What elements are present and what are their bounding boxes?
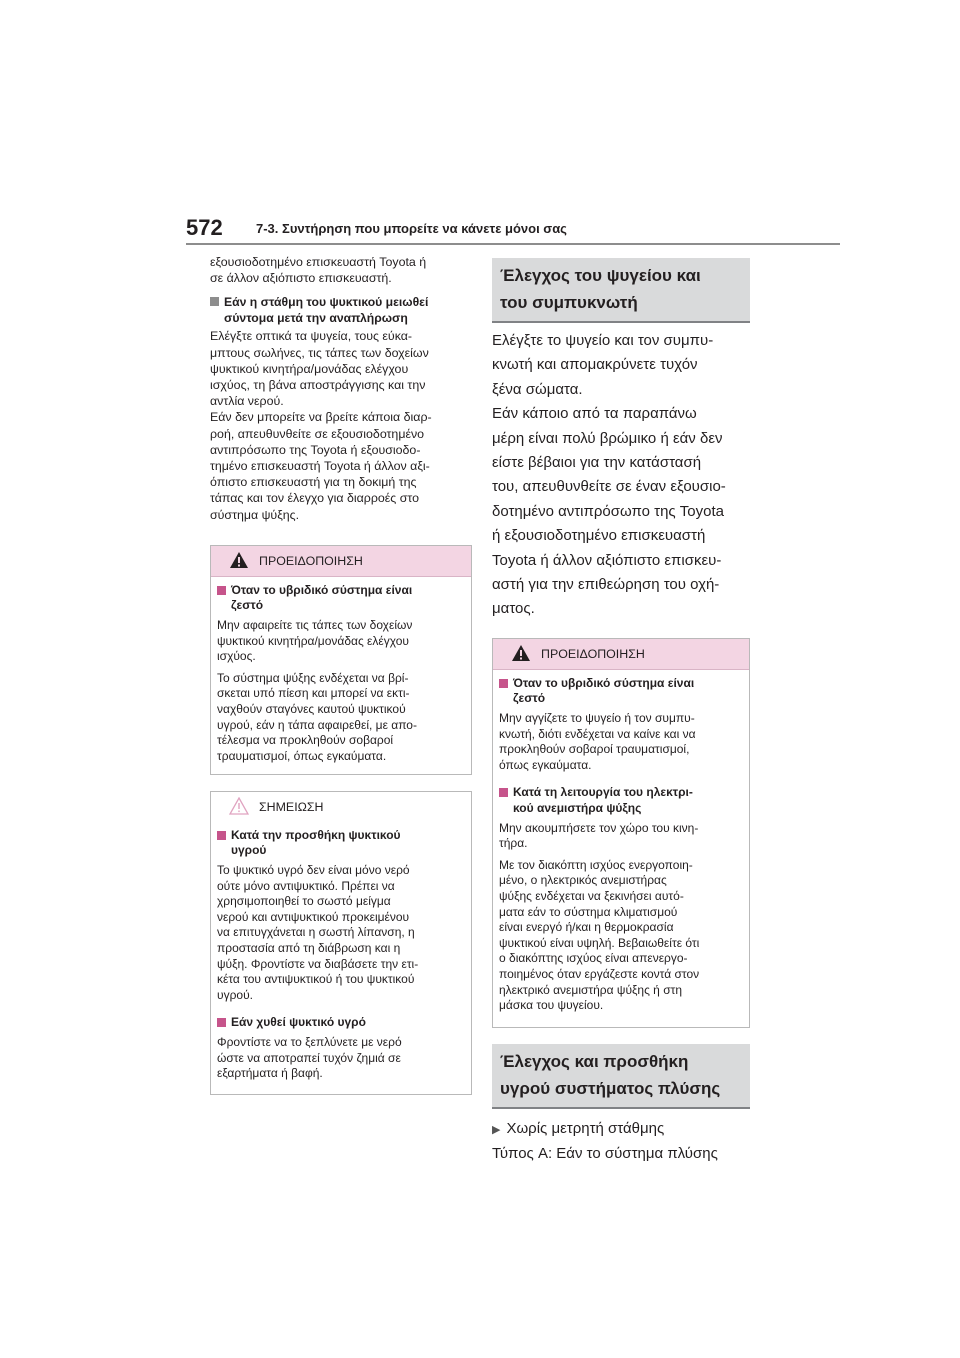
square-bullet-icon	[217, 831, 226, 840]
right-column	[492, 258, 750, 1167]
caution-triangle-icon	[229, 797, 249, 815]
warning-triangle-icon	[229, 551, 249, 569]
warning-heading-fan: Κατά τη λειτουργία του ηλεκτρι- κού ανεμιστήρα ψύξης	[499, 785, 743, 816]
note-para-spill: Φροντίστε να το ξεπλύνετε με νερό ώστε να αποτραπεί τυχόν ζημιά σε εξαρτήματα ή βαφή.	[217, 1034, 402, 1081]
square-bullet-icon	[210, 297, 219, 306]
triangle-bullet-icon: ▶	[492, 1123, 501, 1136]
chapter-title: 7-3. Συντήρηση που μπορείτε να κάνετε μόνοι σας	[256, 221, 567, 236]
warning-title: ΠΡΟΕΙΔΟΠΟΙΗΣΗ	[541, 646, 645, 661]
warning-box-hot-system	[210, 545, 472, 775]
section-heading-washer: Έλεγχος και προσθήκη υγρού συστήματος πλύσης	[492, 1044, 750, 1109]
warning-title: ΠΡΟΕΙΔΟΠΟΙΗΣΗ	[259, 553, 363, 568]
warning-para-touch: Μην αγγίζετε το ψυγείο ή τον συμπυ- κνωτή, διότι ενδέχεται να καίνε και να προκληθούν σοβαροί τραυματισμοί, όπως εγκαύματα.	[499, 711, 696, 772]
header-divider	[186, 243, 840, 245]
warning-heading-hot: Όταν το υβριδικό σύστημα είναι ζεστό	[499, 676, 743, 707]
coolant-drop-heading: Εάν η στάθμη του ψυκτικού μειωθεί σύντομα μετά την αναπλήρωση	[210, 294, 472, 326]
warning-para-engine: Μην ακουμπήσετε τον χώρο του κινη- τήρα.	[499, 820, 699, 851]
radiator-text: Ελέγξτε το ψυγείο και τον συμπυ- κνωτή και απομακρύνετε τυχόν ξένα σώματα. Εάν κάποιο από τα παραπάνω μέρη είναι πολύ βρώμικο ή εάν δεν είστε βέβαιοι για την κατάστασή του, απευθυνθείτε σε έναν εξουσιο- δοτημένο αντιπρόσωπο της Toyota ή εξουσιοδοτημένο επισκευαστή Toyota ή άλλον αξιόπιστο επισκευ- αστή για την επιθεώρηση του οχή- ματος.	[492, 332, 726, 618]
washer-text: ▶ Χωρίς μετρητή στάθμης Τύπος A: Εάν το σύστημα πλύσης	[492, 1117, 750, 1167]
intro-text: εξουσιοδοτημένο επισκευαστή Toyota ή σε άλλον αξιόπιστο επισκευαστή.	[210, 255, 427, 286]
section-heading-radiator: Έλεγχος του ψυγείου και του συμπυκνωτή	[492, 258, 750, 323]
page-number: 572	[186, 215, 223, 240]
warning-para-pressure: Το σύστημα ψύξης ενδέχεται να βρί- σκεται υπό πίεση και μπορεί να εκτι- ναχθούν σταγόνες καυτού ψυκτικού υγρού, εάν η τάπα αφαιρεθεί, με απο- τέλεσμα να προκληθούν σοβαροί τραυματισμοί, όπως εγκαύματα.	[217, 670, 417, 763]
note-heading-spill: Εάν χυθεί ψυκτικό υγρό	[217, 1015, 465, 1031]
warning-para-caps: Μην αφαιρείτε τις τάπες των δοχείων ψυκτικού κινητήρα/μονάδας ελέγχου ισχύος.	[217, 618, 413, 664]
note-para-mixture: Το ψυκτικό υγρό δεν είναι μόνο νερό ούτε μόνο αντιψυκτικό. Πρέπει να χρησιμοποιηθεί το σωστό μείγμα νερού και αντιψυκτικού προκειμένου να επιτυγχάνεται η σωστή λίπανση, η προστασία από τη διάβρωση και η ψύξη. Φροντίστε να διαβάσετε την ετι- κέτα του αντιψυκτικού ή του ψυκτικού υγρού.	[217, 863, 419, 1002]
warning-box-radiator	[492, 638, 750, 1028]
note-heading-adding: Κατά την προσθήκη ψυκτικού υγρού	[217, 828, 465, 859]
square-bullet-icon	[499, 679, 508, 688]
square-bullet-icon	[499, 788, 508, 797]
warning-triangle-icon	[511, 644, 531, 662]
note-box-coolant	[210, 791, 472, 1095]
square-bullet-icon	[217, 1018, 226, 1027]
coolant-drop-subsection	[210, 294, 472, 522]
square-bullet-icon	[217, 586, 226, 595]
warning-para-fan: Με τον διακόπτη ισχύος ενεργοποιη- μένο, ο ηλεκτρικός ανεμιστήρας ψύξης ενδέχεται να ξεκινήσει αυτό- ματα εάν το σύστημα κλιματισμού είναι ενεργό ή/και η θερμοκρασία ψυκτικού είναι υψηλή. Βεβαιωθείτε ότι ο διακόπτης ισχύος είναι απενεργο- ποιημένος όταν εργάζεστε κοντά στον ηλεκτρικό ανεμιστήρα ψύξης ή στη μάσκα του ψυγείου.	[499, 857, 700, 1013]
coolant-drop-text: Ελέγξτε οπτικά τα ψυγεία, τους εύκα- μπτους σωλήνες, τις τάπες των δοχείων ψυκτικού κινητήρα/μονάδας ελέγχου ισχύος, τη βάνα αποστράγγισης και την αντλία νερού. Εάν δεν μπορείτε να βρείτε κάποια διαρ- ροή, απευθυνθείτε σε εξουσιοδοτημένο αντιπρόσωπο της Toyota ή εξουσιοδο- τημένο επισκευαστή Toyota ή άλλον αξι- όπιστο επισκευαστή για τη δοκιμή της τάπας και τον έλεγχο για διαρροές στο σύστημα ψύξης.	[210, 329, 432, 522]
warning-heading: Όταν το υβριδικό σύστημα είναι ζεστό	[217, 583, 465, 614]
note-title: ΣΗΜΕΙΩΣΗ	[259, 799, 324, 814]
page-header	[186, 214, 840, 246]
left-column	[210, 254, 472, 1095]
washer-bullet: ▶ Χωρίς μετρητή στάθμης	[492, 1117, 750, 1142]
